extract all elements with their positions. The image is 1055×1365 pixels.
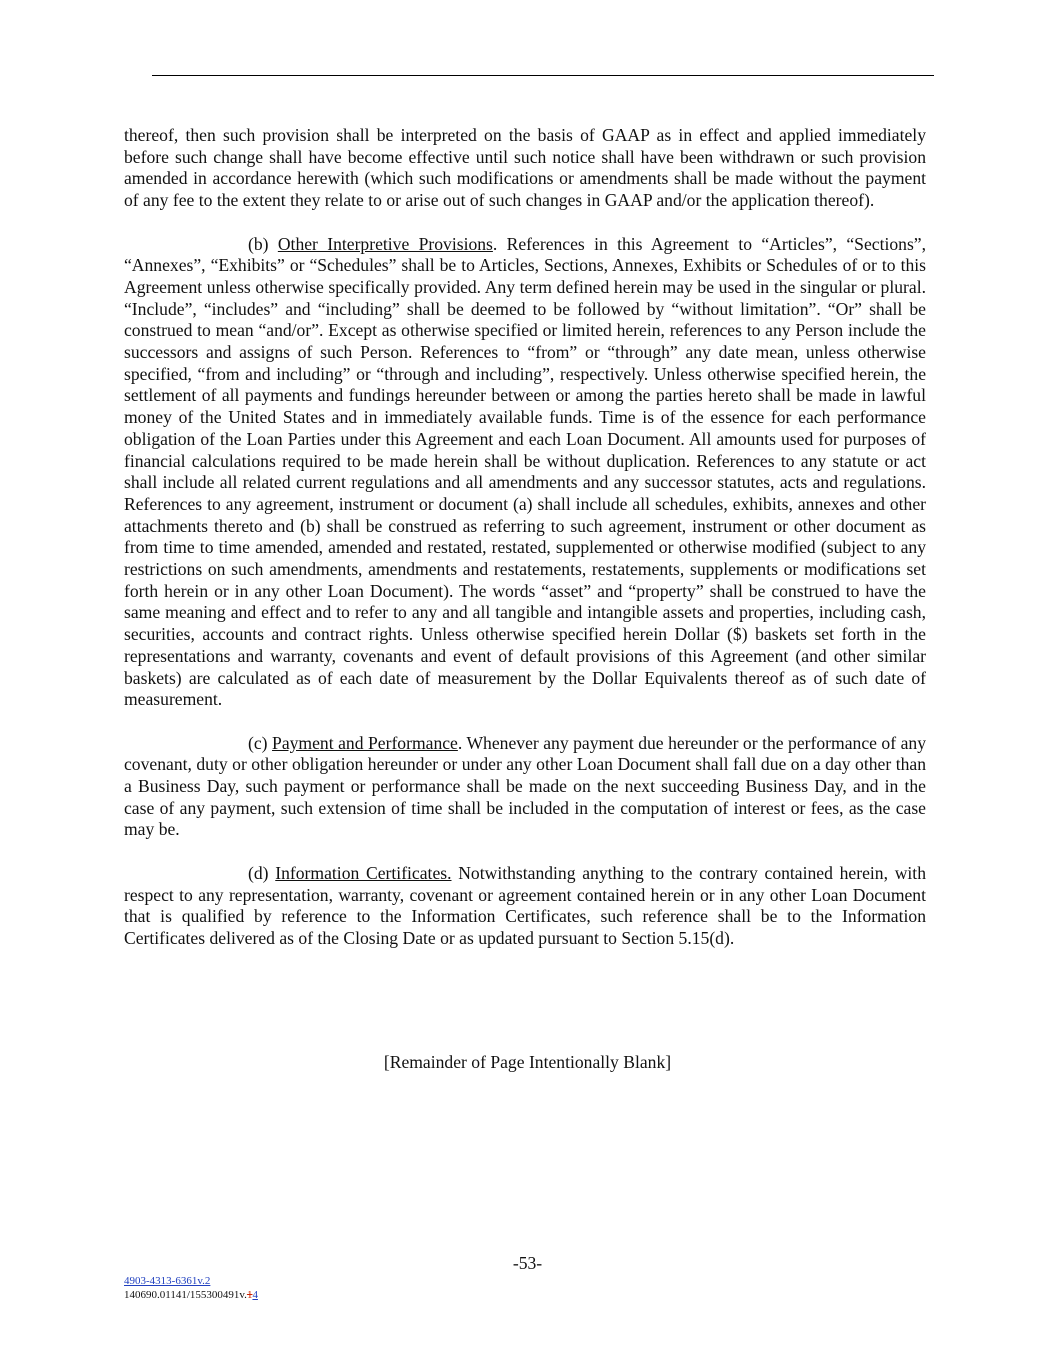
page-number: -53- <box>512 1253 543 1273</box>
file-ref <box>124 1288 258 1302</box>
document-footer <box>124 1274 258 1302</box>
paragraph-d-information-certificates <box>124 863 926 950</box>
paragraph-d-text: Notwithstanding anything to the contrary contained herein, with respect to any representation, warranty, covenant or agreement contained herein or in any other Loan Document that is qualified by reference to the Information Certificates, such reference shall be to the Information Certificates delivered as of the Closing Date or as updated pursuant to Section 5.15(d). <box>124 862 926 948</box>
paragraph-b-text: . References in this Agreement to “Articles”, “Sections”, “Annexes”, “Exhibits” or “Schedules” shall be to Articles, Sections, Annexes, Exhibits or Schedules of or to this Agreement unless otherwise specifically provided. Any term defined herein may be used in the singular or plural. “Include”, “includes” and “including” shall be deemed to be followed by “without limitation”. “Or” shall be construed to mean “and/or”. Except as otherwise specified or limited herein, references to any Person include the successors and assigns of such Person. References to “from” or “through” any date mean, unless otherwise specified, “from and including” or “through and including”, respectively. Unless otherwise specified herein, the settlement of all payments and fundings hereunder between or among the parties hereto shall be made in lawful money of the United States and in immediately available funds. Time is of the essence for each performance obligation of the Loan Parties under this Agreement and each Loan Document. All amounts used for purposes of financial calculations required to be made herein shall be without duplication. References to any statute or act shall include all related current regulations and all amendments and any successor statutes, acts and regulations. References to any agreement, instrument or document (a) shall include all schedules, exhibits, annexes and other attachments thereto and (b) shall be construed as referring to such agreement, instrument or other document as from time to time amended, amended and restated, restated, supplemented or otherwise modified (subject to any restrictions on such amendments, amendments and restatements, restatements, supplements or modifications set forth herein or in any other Loan Document). The words “asset” and “property” shall be construed to have the same meaning and effect and to refer to any and all tangible and intangible assets and properties, including cash, securities, accounts and contract rights. Unless otherwise specified herein Dollar ($) baskets set forth in the representations and warranty, covenants and event of default provisions of this Agreement (and other similar baskets) are calculated as of each date of measurement by the Dollar Equivalents thereof as of such date of measurement. <box>124 233 926 710</box>
document-body <box>124 125 926 971</box>
remainder-blank-note: [Remainder of Page Intentionally Blank] <box>383 1052 672 1072</box>
paragraph-b-other-interpretive-provisions <box>124 234 926 711</box>
paragraph-c-payment-and-performance <box>124 733 926 842</box>
paragraph-continuation: thereof, then such provision shall be interpreted on the basis of GAAP as in effect and applied immediately before such change shall have become effective until such notice shall have been withdrawn or such provision amended in accordance herewith (which such modifications or amendments shall be made without the payment of any fee to the extent they relate to or arise out of such changes in GAAP and/or the application thereof). <box>124 125 926 211</box>
version-inserted: 4 <box>252 1289 258 1301</box>
paragraph-c-heading: Payment and Performance <box>272 732 458 753</box>
paragraph-d-label: (d) <box>248 862 276 883</box>
paragraph-b-heading: Other Interpretive Provisions <box>277 233 493 254</box>
paragraph-c-label: (c) <box>248 732 273 753</box>
header-rule <box>152 75 934 76</box>
paragraph-b-label: (b) <box>248 233 278 254</box>
file-ref-prefix: 140690.01141/155300491v. <box>124 1289 247 1301</box>
version-deleted: 1 <box>246 1289 253 1301</box>
paragraph-d-heading: Information Certificates. <box>275 862 452 883</box>
paragraph-c-text: . Whenever any payment due hereunder or the performance of any covenant, duty or other obligation hereunder or under any other Loan Document shall fall due on a day other than a Business Day, such payment or performance shall be made on the next succeeding Business Day, and in the case of any payment, such extension of time shall be included in the computation of interest or fees, as the case may be. <box>124 732 926 840</box>
doc-ref-link[interactable]: 4903-4313-6361v.2 <box>124 1275 211 1287</box>
